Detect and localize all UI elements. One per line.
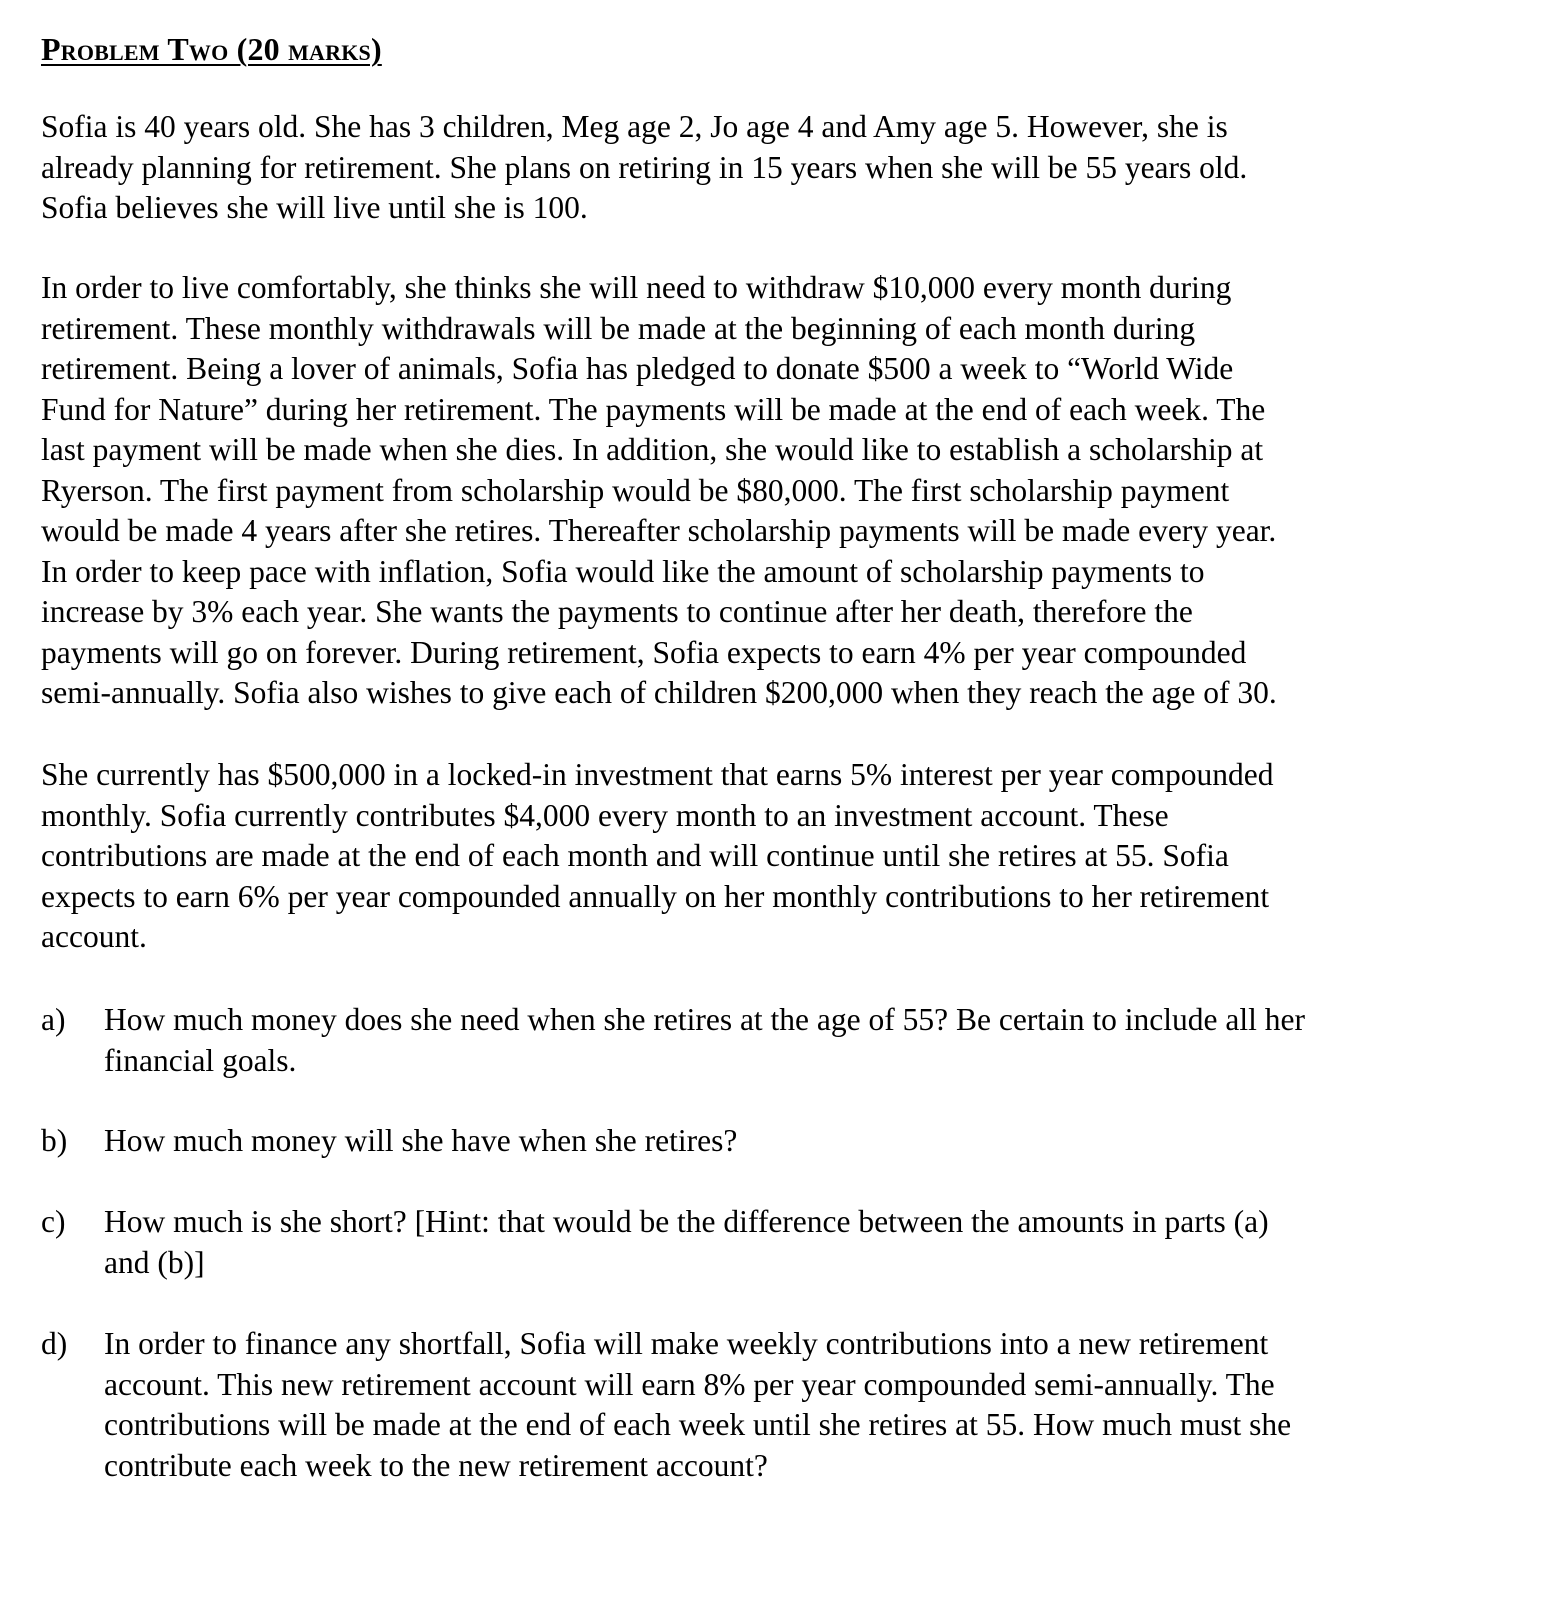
text-line: retirement. These monthly withdrawals will be made at the beginning of each month during <box>41 310 1196 346</box>
question-letter: d) <box>41 1326 68 1361</box>
text-line: In order to finance any shortfall, Sofia will make weekly contributions into a new retirement <box>104 1326 1269 1361</box>
problem-title-text: Problem Two (20 marks) <box>41 31 382 67</box>
question-letter: a) <box>41 1002 66 1037</box>
question-text <box>104 1000 1305 1081</box>
question-text <box>104 1202 1269 1283</box>
text-line: payments will go on forever. During retirement, Sofia expects to earn 4% per year compounded <box>41 634 1247 670</box>
paragraph-intro <box>41 107 1521 229</box>
text-line: expects to earn 6% per year compounded annually on her monthly contributions to her retirement <box>41 878 1270 914</box>
text-line: and (b)] <box>104 1244 205 1280</box>
text-line: would be made 4 years after she retires. Thereafter scholarship payments will be made every year. <box>41 513 1277 548</box>
text-line: contributions are made at the end of each month and will continue until she retires at 55. Sofia <box>41 838 1229 873</box>
text-line: Sofia believes she will live until she is 100. <box>41 190 588 225</box>
text-line: How much is she short? [Hint: that would be the difference between the amounts in parts (a) <box>104 1204 1269 1239</box>
text-line: account. <box>41 919 147 954</box>
text-line: retirement. Being a lover of animals, Sofia has pledged to donate $500 a week to “World Wide <box>41 351 1234 386</box>
text-line: last payment will be made when she dies. In addition, she would like to establish a scholarship at <box>41 432 1264 467</box>
paragraph-current-savings <box>41 755 1521 958</box>
text-line: already planning for retirement. She plans on retiring in 15 years when she will be 55 years old. <box>41 149 1248 185</box>
text-line: Sofia is 40 years old. She has 3 children, Meg age 2, Jo age 4 and Amy age 5. However, she is <box>41 109 1228 144</box>
question-letter: c) <box>41 1204 66 1239</box>
question-text <box>104 1121 737 1162</box>
text-line: In order to keep pace with inflation, Sofia would like the amount of scholarship payments to <box>41 553 1205 589</box>
question-letter: b) <box>41 1123 68 1158</box>
text-line: How much money will she have when she retires? <box>104 1123 738 1158</box>
text-line: She currently has $500,000 in a locked-in investment that earns 5% interest per year compounded <box>41 757 1274 792</box>
problem-title <box>41 30 382 68</box>
text-line: semi-annually. Sofia also wishes to give each of children $200,000 when they reach the age of 30. <box>41 675 1277 710</box>
text-line: Fund for Nature” during her retirement. The payments will be made at the end of each week. The <box>41 391 1266 427</box>
text-line: How much money does she need when she retires at the age of 55? Be certain to include all her <box>104 1002 1305 1037</box>
text-line: account. This new retirement account will earn 8% per year compounded semi-annually. The <box>104 1366 1275 1402</box>
text-line: increase by 3% each year. She wants the payments to continue after her death, therefore the <box>41 594 1193 629</box>
text-line: Ryerson. The first payment from scholarship would be $80,000. The first scholarship payment <box>41 472 1230 508</box>
text-line: monthly. Sofia currently contributes $4,000 every month to an investment account. These <box>41 797 1169 833</box>
text-line: contributions will be made at the end of each week until she retires at 55. How much must she <box>104 1407 1292 1442</box>
question-text <box>104 1324 1291 1486</box>
text-line: financial goals. <box>104 1042 297 1078</box>
paragraph-retirement-goals <box>41 268 1521 714</box>
text-line: In order to live comfortably, she thinks she will need to withdraw $10,000 every month during <box>41 270 1232 305</box>
text-line: contribute each week to the new retirement account? <box>104 1447 768 1483</box>
